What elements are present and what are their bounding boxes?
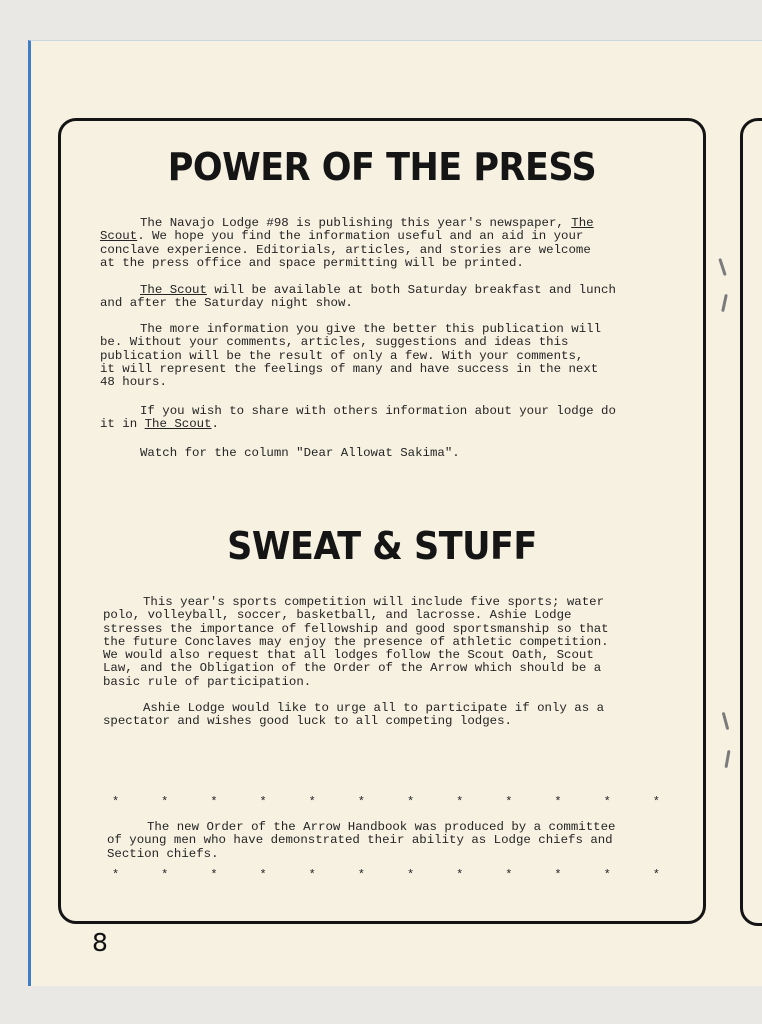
star-divider-bottom xyxy=(112,868,660,882)
divider-star: * xyxy=(112,795,120,809)
divider-star: * xyxy=(456,795,464,809)
divider-star: * xyxy=(652,795,660,809)
paragraph-newspaper-intro: The Navajo Lodge #98 is publishing this year's newspaper, The Scout. We hope you find the information useful and an aid in your conclave experience. Editorials, articles, and stories are welcome at the press office and space permitting will be printed. xyxy=(100,216,594,270)
divider-star: * xyxy=(210,795,218,809)
divider-star: * xyxy=(652,868,660,882)
headline-power-of-the-press: POWER OF THE PRESS xyxy=(167,146,597,190)
headline-sweat-and-stuff: SWEAT & STUFF xyxy=(227,525,537,569)
divider-star: * xyxy=(554,795,562,809)
divider-star: * xyxy=(603,795,611,809)
divider-star: * xyxy=(456,868,464,882)
paragraph-sports-competition: This year's sports competition will include five sports; water polo, volleyball, soccer, basketball, and lacrosse. Ashie Lodge stresses the importance of fellowship and good sportsmanship so that the future Conclaves may enjoy the presence of athletic competition. We would also request that all lodges follow the Scout Oath, Scout Law, and the Obligation of the Order of the Arrow which should be a basic rule of participation. xyxy=(103,595,609,689)
divider-star: * xyxy=(161,868,169,882)
divider-star: * xyxy=(308,795,316,809)
divider-star: * xyxy=(505,795,513,809)
paragraph-more-information: The more information you give the better this publication will be. Without your comments, articles, suggestions and ideas this publication will be the result of only a few. With your comments, it will represent the feelings of many and have success in the next 48 hours. xyxy=(100,322,602,390)
divider-star: * xyxy=(603,868,611,882)
divider-star: * xyxy=(259,795,267,809)
paragraph-availability: The Scout will be available at both Saturday breakfast and lunch and after the Saturday night show. xyxy=(100,283,616,311)
divider-star: * xyxy=(308,868,316,882)
divider-star: * xyxy=(259,868,267,882)
page-number: 8 xyxy=(92,928,108,957)
next-page-frame-edge xyxy=(740,118,762,926)
divider-star: * xyxy=(406,868,415,882)
divider-star: * xyxy=(357,868,365,882)
divider-star: * xyxy=(554,868,562,882)
divider-star: * xyxy=(112,868,120,882)
divider-star: * xyxy=(210,868,218,882)
divider-star: * xyxy=(161,795,169,809)
divider-star: * xyxy=(406,795,415,809)
star-divider-top xyxy=(112,795,660,809)
paragraph-share-information: If you wish to share with others information about your lodge do it in The Scout. xyxy=(100,404,616,432)
paragraph-dear-allowat-sakima: Watch for the column "Dear Allowat Sakima". xyxy=(140,446,460,460)
paragraph-ashie-lodge-urge: Ashie Lodge would like to urge all to participate if only as a spectator and wishes good luck to all competing lodges. xyxy=(103,701,605,729)
divider-star: * xyxy=(357,795,365,809)
paragraph-handbook-notice: The new Order of the Arrow Handbook was produced by a committee of young men who have demonstrated their ability as Lodge chiefs and Section chiefs. xyxy=(107,820,616,861)
divider-star: * xyxy=(505,868,513,882)
